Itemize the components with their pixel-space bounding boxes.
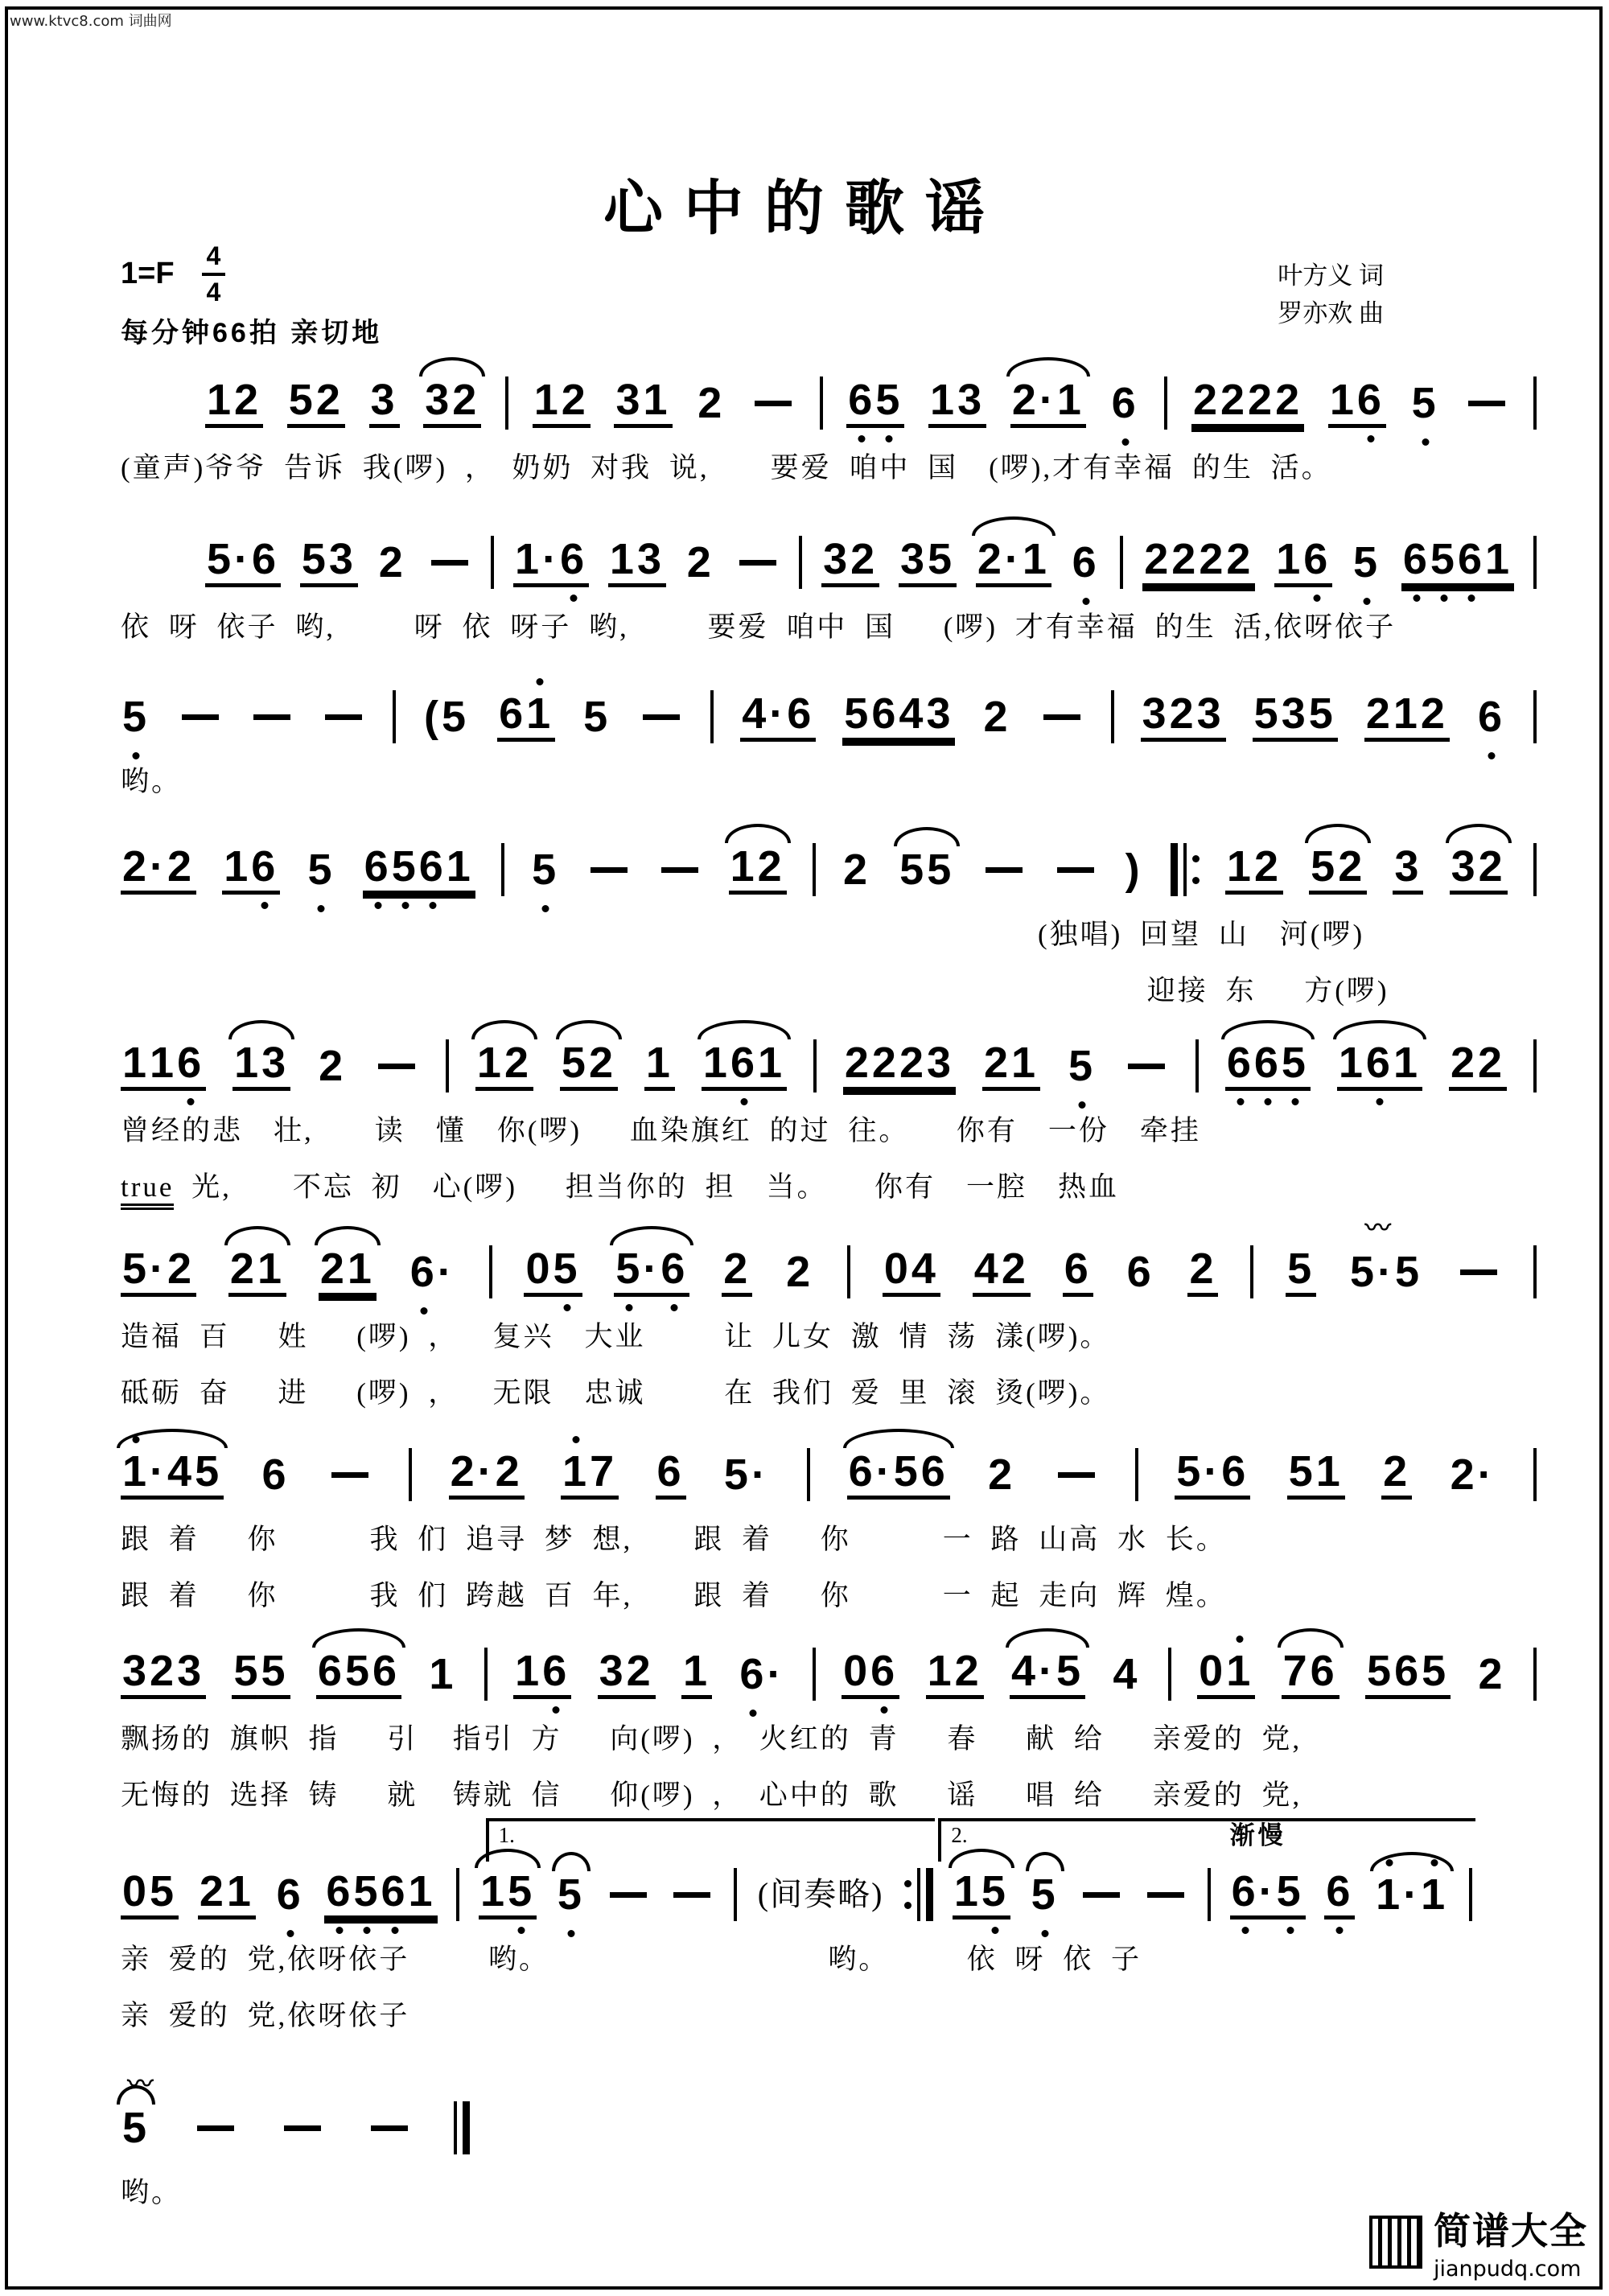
- note-token: [374, 1064, 419, 1069]
- note-token: 5: [121, 695, 151, 739]
- note-token: 6: [1126, 1248, 1154, 1296]
- note-token: 2 2 2 2: [1142, 537, 1255, 587]
- note-token: 1 6: [222, 845, 280, 895]
- note-token: [1464, 401, 1509, 406]
- notes-row: [121, 843, 1537, 896]
- volta-label: 1.: [498, 1823, 515, 1847]
- note-token: 3: [369, 378, 400, 428]
- barline: [710, 690, 714, 743]
- system-5: [121, 1039, 1537, 1206]
- note-token: [981, 867, 1027, 873]
- volta-bracket-2: [938, 1818, 1475, 1862]
- note-token: 6: [656, 1450, 686, 1500]
- lyrics-line: 砥砺 奋 进 (啰) ， 无限 忠诚 在 我们 爱 里 滚 烫(啰)。: [121, 1377, 1111, 1409]
- note-token: [735, 560, 780, 566]
- note-token: 2 · 2: [121, 845, 196, 895]
- note-token: 5 2: [1309, 845, 1367, 895]
- note-token: [657, 867, 702, 873]
- note-token: 1 6 1: [1337, 1041, 1422, 1091]
- note-token: [606, 1892, 651, 1898]
- note-token: 2 1: [228, 1247, 286, 1297]
- lyrics-line: 无悔的 选择 铸 就 铸就 信 仰(啰) ， 心中的 歌 谣 唱 给 亲爱的 党,: [121, 1780, 1302, 1811]
- note-token: 6: [1476, 695, 1507, 739]
- barline: [1533, 536, 1537, 589]
- system-6: [121, 1213, 1537, 1411]
- note-token: 3 2: [423, 378, 481, 428]
- note-token: [1039, 714, 1084, 720]
- note-token: 2 1 2: [1364, 692, 1450, 742]
- note-token: [427, 560, 472, 566]
- barline: [1195, 1039, 1199, 1092]
- lyrics-line: 哟。: [121, 2177, 183, 2208]
- barline: [409, 1448, 412, 1501]
- note-token: [249, 714, 294, 720]
- barline: [491, 536, 494, 589]
- note-token: 3 2: [821, 537, 879, 587]
- note-token: 6 5 6: [316, 1649, 401, 1699]
- note-token: 2: [378, 538, 406, 586]
- lyrics-line: 亲 爱的 党,依呀依子: [121, 2000, 410, 2031]
- note-token: 6: [1110, 381, 1141, 425]
- barline: [1120, 536, 1123, 589]
- lyrics-line: 造福 百 姓 (啰) ， 复兴 大业 让 儿女 激 情 荡 漾(啰)。: [121, 1321, 1111, 1352]
- volta-bracket-1: [486, 1818, 935, 1862]
- note-token: 2 1: [198, 1870, 256, 1920]
- note-token: [639, 714, 684, 720]
- logo-url[interactable]: jianpudq.com: [1434, 2257, 1582, 2282]
- notes-row: [121, 1648, 1537, 1701]
- note-token: 6 5 6 1: [324, 1870, 437, 1920]
- note-token: ( 5: [424, 693, 470, 741]
- note-token: [1054, 1472, 1099, 1478]
- system-7: [121, 1448, 1537, 1614]
- barline: [1171, 843, 1200, 896]
- lyrics-line: 跟 着 你 我 们 跨越 百 年, 跟 着 你 一 起 走向 辉 煌。: [121, 1580, 1227, 1611]
- watermark: www.ktvc8.com 词曲网: [10, 13, 172, 30]
- note-token: 6: [275, 1873, 306, 1916]
- lyrics-line: 亲 爱的 党,依呀依子 哟。 哟。 依 呀 依 子: [121, 1944, 1142, 1975]
- barline: [1533, 690, 1537, 743]
- barline: [446, 1039, 449, 1092]
- song-title: 心中的歌谣: [603, 174, 1006, 243]
- logo-title: 简谱大全: [1434, 2209, 1588, 2253]
- note-token: 2 1: [319, 1247, 377, 1297]
- note-token: 6 ·: [738, 1652, 786, 1696]
- note-token: 1 2: [475, 1041, 533, 1091]
- barline: [904, 1868, 933, 1921]
- credits: [1278, 257, 1384, 332]
- system-8: [121, 1648, 1537, 1813]
- note-token: 5 6 5: [1365, 1649, 1451, 1699]
- note-token: 5 2: [560, 1041, 618, 1091]
- barline: [807, 1448, 810, 1501]
- note-token: 1 · 1: [1374, 1873, 1450, 1916]
- note-token: 1 6 1: [702, 1041, 787, 1091]
- note-token: 2: [1478, 1650, 1506, 1698]
- note-token: [586, 867, 632, 873]
- note-token: 6 · 5 6: [847, 1450, 950, 1500]
- note-token: 2: [988, 1450, 1016, 1499]
- note-token: 0 4: [883, 1247, 940, 1297]
- system-9: [121, 1821, 1472, 2034]
- note-token: 5: [1352, 541, 1382, 584]
- note-token: 5 5: [232, 1649, 290, 1699]
- lyrics-line: 飘扬的 旗帜 指 引 指引 方 向(啰) ， 火红的 青 春 献 给 亲爱的 党,: [121, 1723, 1302, 1755]
- barline: [454, 2101, 470, 2154]
- barline: [799, 536, 802, 589]
- lyricist-credit: 叶方义 词: [1278, 261, 1384, 290]
- barline: [813, 1039, 817, 1092]
- note-token: 5: [1286, 1247, 1316, 1297]
- note-token: 1 2: [729, 845, 787, 895]
- note-token: 1 2: [926, 1649, 984, 1699]
- note-token: 5 1: [1287, 1450, 1345, 1500]
- lyrics-line: (童声)爷爷 告诉 我(啰) ， 奶奶 对我 说, 要爱 咱中 国 (啰),才有幸福 的生 活。: [121, 452, 1332, 483]
- composer-credit: 罗亦欢 曲: [1278, 298, 1384, 327]
- note-token: 6 5: [846, 378, 904, 428]
- barline: [505, 376, 508, 430]
- note-token: 2: [786, 1248, 814, 1296]
- barline: [1533, 1448, 1537, 1501]
- note-token: 1 5: [953, 1870, 1010, 1920]
- note-token: 3 1: [614, 378, 672, 428]
- note-token: [178, 714, 223, 720]
- note-token: [751, 401, 796, 406]
- barline: [1250, 1245, 1253, 1298]
- time-signature: [202, 241, 226, 307]
- note-token: 5: [1067, 1044, 1097, 1088]
- note-token: 3 2 3: [121, 1649, 206, 1699]
- note-token: 1: [644, 1041, 675, 1091]
- ornament-wavy-icon: 〰: [1364, 1213, 1391, 1242]
- note-token: 2: [1381, 1450, 1412, 1500]
- note-token: [1456, 1269, 1501, 1275]
- barline: [501, 843, 504, 896]
- note-token: [1079, 1892, 1124, 1898]
- note-token: 0 5: [524, 1247, 582, 1297]
- note-token: 0 1: [1197, 1649, 1255, 1699]
- note-token: 3: [1393, 845, 1423, 895]
- note-token: 1 · 6: [513, 537, 589, 587]
- note-token: 4 · 5: [1010, 1649, 1085, 1699]
- note-token: [1053, 867, 1098, 873]
- key-signature: [121, 241, 225, 307]
- lyrics-line: true 光, 不忘 初 心(啰) 担当你的 担 当。 你有 一腔 热血: [121, 1165, 1537, 1206]
- note-token: 5 · 6: [614, 1247, 689, 1297]
- notes-row: [121, 690, 1537, 743]
- note-token: 1 3: [928, 378, 986, 428]
- note-token: 5 3 5: [1253, 692, 1338, 742]
- note-token: 2: [686, 538, 714, 586]
- lyrics-line: 曾经的悲 壮, 读 懂 你(啰) 血染旗红 的过 往。 你有 一份 牵挂: [121, 1115, 1201, 1146]
- note-token: 4: [1113, 1650, 1141, 1698]
- note-token: [327, 1472, 372, 1478]
- notes-row: [121, 2069, 1537, 2154]
- barline: [813, 1648, 816, 1701]
- tempo-marking: 每分钟66拍 亲切地: [121, 318, 383, 348]
- note-token: 1 3: [608, 537, 666, 587]
- system-2: [121, 536, 1537, 645]
- note-token: 3 2 3: [1141, 692, 1226, 742]
- note-token: [1143, 1892, 1188, 1898]
- note-token: 4 2: [973, 1247, 1031, 1297]
- note-token: [193, 2125, 238, 2131]
- lyrics-line: 哟。: [121, 766, 183, 797]
- notes-row: [121, 1448, 1537, 1501]
- ornament-wavy-icon: 〰: [127, 2069, 154, 2098]
- note-token: 2: [319, 1042, 347, 1090]
- note-token: [669, 1892, 714, 1898]
- note-token: 1 7: [561, 1450, 619, 1500]
- note-token: 6 6 5: [1225, 1041, 1311, 1091]
- note-token: 6: [261, 1450, 290, 1499]
- note-token: 5: [583, 693, 611, 741]
- note-token: 2: [983, 693, 1011, 741]
- note-token: 1 3: [233, 1041, 290, 1091]
- note-token: 5: [1410, 381, 1441, 425]
- notes-row: [121, 1213, 1537, 1298]
- note-token: 0 6: [842, 1649, 899, 1699]
- barline: [1533, 843, 1537, 896]
- lyrics-line: 跟 着 你 我 们 追寻 梦 想, 跟 着 你 一 路 山高 水 长。: [121, 1524, 1227, 1555]
- barline: [847, 1245, 850, 1298]
- barline: [1111, 690, 1114, 743]
- barline: [489, 1245, 492, 1298]
- key-label: 1=F: [121, 257, 175, 291]
- system-4: [121, 843, 1537, 1009]
- note-token: 5 6 4 3: [842, 692, 955, 742]
- note-token: 1: [681, 1649, 712, 1699]
- note-token: 2 · 1: [976, 537, 1051, 587]
- note-token: 5 ·: [723, 1450, 769, 1499]
- footer-logo[interactable]: [1366, 2197, 1591, 2286]
- notes-row: [121, 376, 1537, 430]
- barline: [1533, 1245, 1537, 1298]
- note-token: 7 6: [1282, 1649, 1339, 1699]
- lyrics-line: 迎接 东 方(啰): [1038, 975, 1389, 1006]
- note-token: [367, 2125, 412, 2131]
- note-token: 5 5: [899, 846, 955, 894]
- barline: [1533, 1039, 1537, 1092]
- system-10: [121, 2069, 1537, 2211]
- note-token: 5 3: [300, 537, 358, 587]
- note-token: 1 6: [1274, 537, 1332, 587]
- barline: [1208, 1868, 1211, 1921]
- note-token: 5 · 2: [121, 1247, 196, 1297]
- note-token: 4 · 6: [740, 692, 816, 742]
- system-3: [121, 690, 1537, 800]
- note-token: ): [1125, 846, 1143, 894]
- barline: [1168, 1648, 1171, 1701]
- tempo-annotation: 渐慢: [1229, 1821, 1286, 1850]
- note-token: 3 5: [899, 537, 957, 587]
- note-token: 5 · 6: [1175, 1450, 1250, 1500]
- note-token: 2 1: [982, 1041, 1040, 1091]
- note-token: 5: [306, 848, 336, 891]
- note-token: 1 5: [479, 1870, 537, 1920]
- note-token: 2: [722, 1247, 752, 1297]
- lyrics-line: (独唱) 回望 山 河(啰): [1038, 919, 1365, 950]
- note-token: ( 间 奏 略 ): [757, 1876, 884, 1912]
- meter-denominator: 4: [206, 277, 221, 307]
- note-token: 2: [842, 846, 870, 894]
- note-token: 5: [1030, 1873, 1060, 1916]
- barline: [813, 843, 816, 896]
- note-token: 0 5: [121, 1870, 179, 1920]
- note-token: 1 2: [205, 378, 263, 428]
- note-token: 6 · 5 渐慢: [1230, 1870, 1306, 1920]
- note-token: 1 2: [533, 378, 591, 428]
- note-token: 6: [1063, 1247, 1093, 1297]
- barline: [820, 376, 823, 430]
- barline: [393, 690, 396, 743]
- barline: [734, 1868, 737, 1921]
- note-token: 2 · 2: [449, 1450, 525, 1500]
- notes-row: [121, 1821, 1472, 1921]
- system-1: [121, 376, 1537, 486]
- note-token: 3 2: [1450, 845, 1508, 895]
- note-token: 2: [698, 379, 726, 427]
- barline: [456, 1868, 459, 1921]
- volta-label: 2.: [951, 1823, 968, 1847]
- note-token: [1124, 1064, 1169, 1069]
- note-token: [280, 2125, 325, 2131]
- notes-row: [121, 536, 1537, 589]
- barline: [1135, 1448, 1138, 1501]
- note-token: 5 · 5 〰: [1350, 1213, 1423, 1296]
- note-token: 5: [530, 848, 561, 891]
- note-token: 1 6: [513, 1649, 571, 1699]
- note-token: [321, 714, 366, 720]
- lyrics-line: 依 呀 依子 哟, 呀 依 呀子 哟, 要爱 咱中 国 (啰) 才有幸福 的生 活,依呀依子: [121, 611, 1397, 643]
- note-token: 5 2: [287, 378, 345, 428]
- note-token: 3 2: [598, 1649, 656, 1699]
- note-token: 5 〰: [122, 2069, 154, 2152]
- note-token: 6 5 6 1: [363, 845, 475, 895]
- piano-keys-icon: [1369, 2216, 1422, 2269]
- note-token: 2: [1187, 1247, 1218, 1297]
- barline: [1164, 376, 1167, 430]
- barline: [1533, 1648, 1537, 1701]
- barline: [1533, 376, 1537, 430]
- note-token: 6 1: [497, 692, 555, 742]
- note-token: 6 ·: [409, 1250, 457, 1294]
- note-token: 1 1 6: [121, 1041, 206, 1091]
- meter-numerator: 4: [202, 241, 226, 276]
- note-token: 1 6: [1328, 378, 1386, 428]
- note-token: 2 2 2 3: [843, 1041, 956, 1091]
- barline: [1469, 1868, 1472, 1921]
- note-token: 1: [429, 1650, 457, 1698]
- note-token: 6 5 6 1: [1401, 537, 1514, 587]
- note-token: 2 · 1: [1010, 378, 1086, 428]
- notes-row: [121, 1039, 1537, 1092]
- note-token: 1 · 4 5: [121, 1450, 224, 1500]
- note-token: 6: [1071, 541, 1101, 584]
- note-token: 1 2: [1225, 845, 1283, 895]
- note-token: 5: [556, 1873, 586, 1916]
- note-token: 6: [1324, 1870, 1355, 1920]
- note-token: 2 2 2 2: [1191, 378, 1304, 428]
- barline: [484, 1648, 488, 1701]
- note-token: 2 2: [1449, 1041, 1507, 1091]
- note-token: 2 ·: [1450, 1450, 1496, 1499]
- note-token: 5 · 6: [205, 537, 281, 587]
